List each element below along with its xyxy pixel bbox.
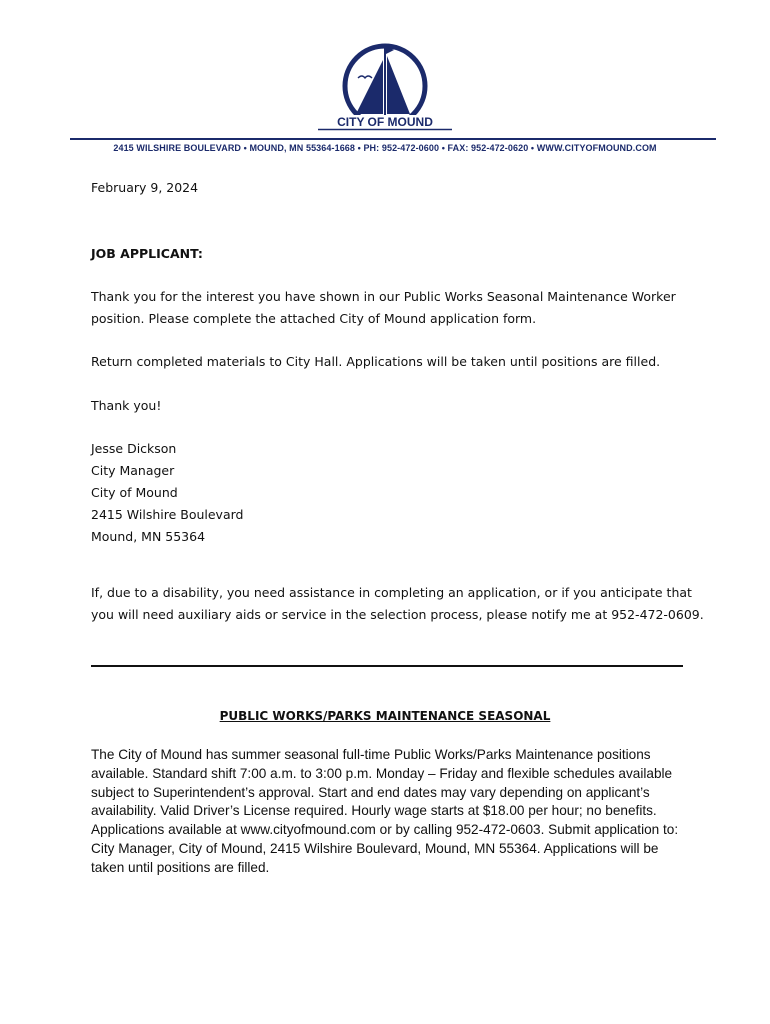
accessibility-note: If, due to a disability, you need assistance in completing an application, or if you anticipate that you will need auxiliary aids or service in the selection process, please notify me at 952-472-0609.: [91, 585, 704, 622]
logo-gull: [358, 76, 372, 78]
letter-salutation: JOB APPLICANT:: [91, 246, 203, 261]
signature-org: City of Mound: [91, 485, 178, 500]
section-divider: [91, 665, 683, 667]
letterhead-rule: [70, 138, 716, 140]
letter-closing: Thank you!: [91, 398, 162, 413]
signature-street: 2415 Wilshire Boulevard: [91, 507, 244, 522]
posting-title: PUBLIC WORKS/PARKS MAINTENANCE SEASONAL: [219, 709, 551, 723]
letter-date: February 9, 2024: [91, 180, 199, 195]
logo-sail-right: [387, 56, 410, 114]
signature-name: Jesse Dickson: [91, 441, 177, 456]
logo-wordmark: CITY OF MOUND: [337, 115, 433, 129]
letter-paragraph-1: Thank you for the interest you have shown in our Public Works Seasonal Maintenance Worker position. Please complete the attached City of Mound application form.: [91, 289, 676, 326]
logo-sail-left: [356, 60, 383, 114]
letter-signature-block: [91, 438, 711, 548]
posting-body: The City of Mound has summer seasonal full-time Public Works/Parks Maintenance positions available. Standard shift 7:00 a.m. to 3:00 p.m. Monday – Friday and flexible schedules available subject to Superintendent’s approval. Start and end dates may vary depending on applicant’s availability. Valid Driver’s License required. Hourly wage starts at $18.00 per hour; no benefits. Applications available at www.cityofmound.com or by calling 952-472-0603. Submit application to: City Manager, City of Mound, 2415 Wilshire Boulevard, Mound, MN 55364. Applications will be taken until positions are filled.: [91, 747, 679, 875]
letterhead-contact-line: 2415 WILSHIRE BOULEVARD • MOUND, MN 55364-1668 • PH: 952-472-0600 • FAX: 952-472-0620 • WWW.CITYOFMOUND.COM: [113, 143, 657, 153]
signature-city: Mound, MN 55364: [91, 529, 206, 544]
city-of-mound-logo: [310, 42, 460, 137]
letter-paragraph-2: Return completed materials to City Hall. Applications will be taken until positions are filled.: [91, 354, 661, 369]
signature-title: City Manager: [91, 463, 175, 478]
